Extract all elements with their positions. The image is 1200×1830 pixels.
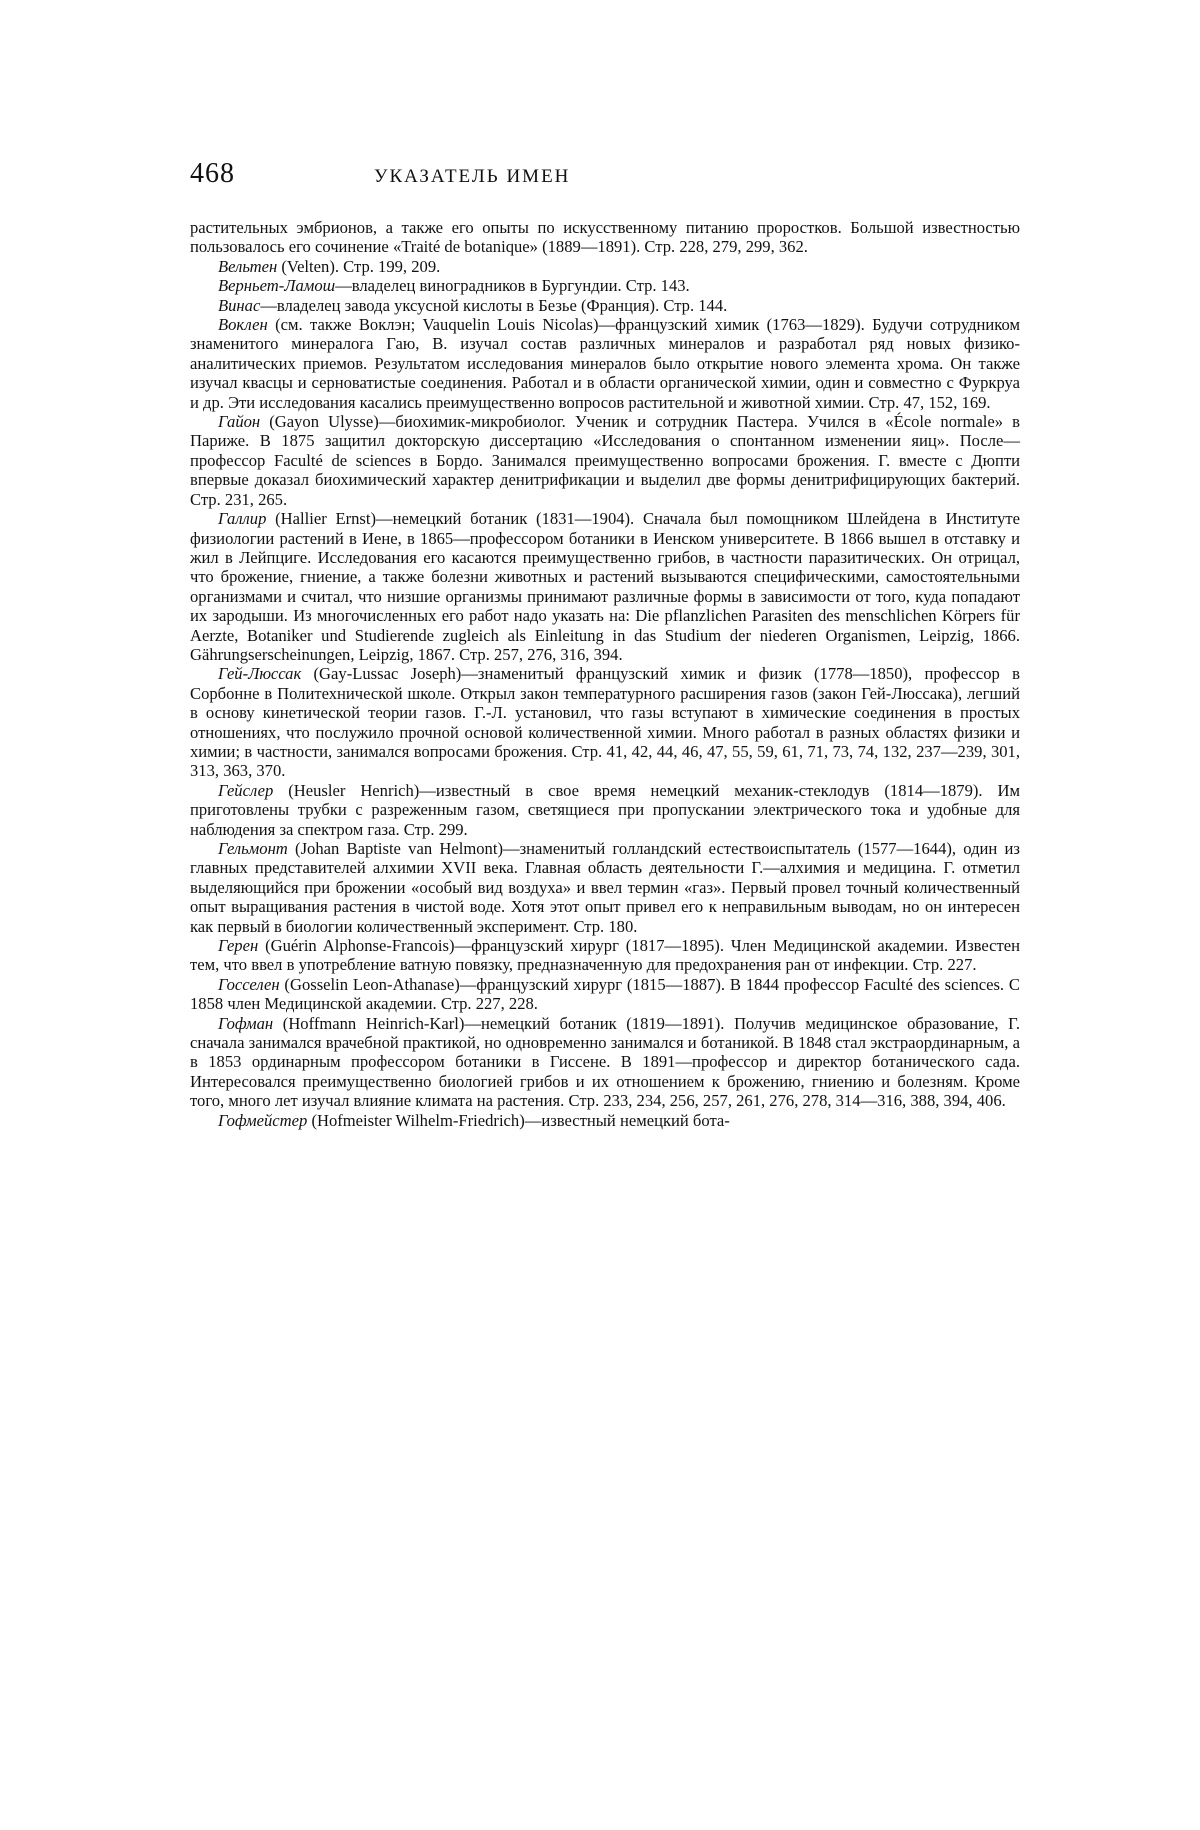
index-text — [190, 218, 1020, 1130]
entry-text: (Velten). Стр. 199, 209. — [277, 256, 441, 276]
index-entry-hofmeister — [190, 1111, 1020, 1130]
index-entry-gosselin — [190, 975, 1020, 1014]
entry-name: Вельтен — [218, 256, 278, 276]
entry-name: Гельмонт — [218, 839, 288, 858]
entry-text: (Gosselin Leon-Athanase)—французский хирург (1815—1887). В 1844 профессор Faculté des sciences. С 1858 член Медицинской академии. Стр. 227, 228. — [190, 974, 1020, 1014]
index-entry-helmont — [190, 839, 1020, 936]
entry-text: (Heusler Henrich)—известный в свое время немецкий механик-стеклодув (1814—1879). Им приготовлены трубки с разреженным газом, светящиеся при пропускании электрического тока и удобные для наблюдения за спектром газа. Стр. 299. — [190, 780, 1020, 839]
index-entry-gay-lussac — [190, 664, 1020, 780]
entry-text: растительных эмбрионов, а также его опыты по искусственному питанию проростков. Большой известностью пользовалось его сочинение «Traité de botanique» (1889—1891). Стр. 228, 279, 299, 362. — [190, 218, 1020, 257]
entry-text: —владелец завода уксусной кислоты в Безье (Франция). Стр. 144. — [260, 295, 728, 315]
entry-name: Гофмейстер — [218, 1110, 308, 1130]
entry-text: (Johan Baptiste van Helmont)—знаменитый голландский естествоиспытатель (1577—1644), один из главных представителей алхимии XVII века. Главная область деятельности Г.—алхимия и медицина. Г. отметил выделяющийся при брожении «особый вид воздуха» и ввел термин «газ». Первый провел точный количественный опыт выращивания растения в чистой воде. Хотя этот опыт привел его к неправильным выводам, но он интересен как первый в биологии количественный эксперимент. Стр. 180. — [190, 839, 1020, 936]
index-entry-hoffmann — [190, 1014, 1020, 1111]
page-header — [190, 158, 1020, 218]
entry-text: (Gayon Ulysse)—биохимик-микробиолог. Ученик и сотрудник Пастера. Учился в «École normale» в Париже. В 1875 защитил докторскую диссертацию «Исследования о спонтанном изменении яиц». После—профессор Faculté de sciences в Бордо. Занимался преимущественно вопросами брожения. Г. вместе с Дюпти впервые доказал биохимический характер денитрификации и выделил две формы денитрифицирующих бактерий. Стр. 231, 265. — [190, 412, 1020, 509]
page-number: 468 — [190, 158, 235, 189]
entry-text: (Gay-Lussac Joseph)—знаменитый французский химик и физик (1778—1850), профессор в Сорбонне в Политехнической школе. Открыл закон температурного расширения газов (закон Гей-Люссака), легший в основу кинетической теории газов. Г.-Л. установил, что газы вступают в химические соединения в простых отношениях, что послужило прочной основой количественной химии. Много работал в разных областях физики и химии; в частности, занимался вопросами брожения. Стр. 41, 42, 44, 46, 47, 55, 59, 61, 71, 73, 74, 132, 237—239, 301, 313, 363, 370. — [190, 664, 1020, 781]
index-entry-vernet-lamosh — [190, 276, 1020, 295]
entry-text: (см. также Воклэн; Vauquelin Louis Nicolas)—французский химик (1763—1829). Будучи сотрудником знаменитого минералога Гаю, В. изучал состав различных минералов и разработал ряд новых физико-аналитических приемов. Результатом исследования минералов было открытие нового элемента хрома. Он также изучал квасцы и серноватистые соединения. Работал и в области органической химии, один и совместно с Фуркруа и др. Эти исследования касались преимущественно вопросов растительной и животной химии. Стр. 47, 152, 169. — [190, 315, 1020, 412]
index-entry-hallier — [190, 509, 1020, 664]
entry-name: Гейслер — [218, 780, 274, 800]
index-entry-velten — [190, 257, 1020, 276]
entry-text: (Guérin Alphonse-Francois)—французский хирург (1817—1895). Член Медицинской академии. Известен тем, что ввел в употребление ватную повязку, предназначенную для предохранения ран от инфекции. Стр. 227. — [190, 936, 1020, 975]
index-entry-voklen — [190, 315, 1020, 412]
entry-name: Винас — [218, 295, 261, 315]
index-entry-guerin — [190, 936, 1020, 975]
index-entry-vinas — [190, 296, 1020, 315]
document-page — [190, 158, 1020, 1130]
index-entry-heusler — [190, 781, 1020, 839]
entry-text: (Hoffmann Heinrich-Karl)—немецкий ботаник (1819—1891). Получив медицинское образование, Г. сначала занимался врачебной практикой, но одновременно занимался и ботаникой. В 1848 стал экстраординарным, а в 1853 ординарным профессором ботаники в Гиссене. В 1891—профессор и директор ботанического сада. Интересовался преимущественно биологией грибов и их отношением к брожению, гниению и болезням. Кроме того, много лет изучал влияние климата на растения. Стр. 233, 234, 256, 257, 261, 276, 278, 314—316, 388, 394, 406. — [190, 1013, 1020, 1111]
entry-name: Гофман — [218, 1013, 274, 1033]
entry-name: Галлир — [218, 509, 267, 529]
entry-name: Гей-Люссак — [218, 664, 302, 684]
index-entry-gayon — [190, 412, 1020, 509]
index-entry-continuation — [190, 218, 1020, 257]
entry-text: —владелец виноградников в Бургундии. Стр. 143. — [335, 276, 690, 296]
entry-name: Воклен — [218, 315, 268, 335]
running-title: УКАЗАТЕЛЬ ИМЕН — [374, 166, 571, 187]
entry-name: Верньет-Ламош — [218, 276, 336, 296]
entry-name: Герен — [218, 936, 259, 956]
entry-text: (Hofmeister Wilhelm-Friedrich)—известный немецкий бота- — [307, 1110, 730, 1130]
entry-name: Гайон — [218, 412, 261, 432]
entry-name: Госселен — [218, 974, 280, 994]
entry-text: (Hallier Ernst)—немецкий ботаник (1831—1904). Сначала был помощником Шлейдена в Институте физиологии растений в Иене, в 1865—профессором ботаники в Иенском университете. В 1866 вышел в отставку и жил в Лейпциге. Исследования его касаются преимущественно грибов, в частности паразитических. Он отрицал, что брожение, гниение, а также болезни животных и растений вызываются специфическими, самостоятельными организмами и считал, что низшие организмы принимают различные формы в зависимости от того, куда попадают их зародыши. Из многочисленных его работ надо указать на: Die pflanzlichen Parasiten des menschlichen Körpers für Aerzte, Botaniker und Studierende zugleich als Einleitung in das Studium der niederen Organismen, Leipzig, 1866. Gährungserscheinungen, Leipzig, 1867. Стр. 257, 276, 316, 394. — [190, 509, 1020, 664]
